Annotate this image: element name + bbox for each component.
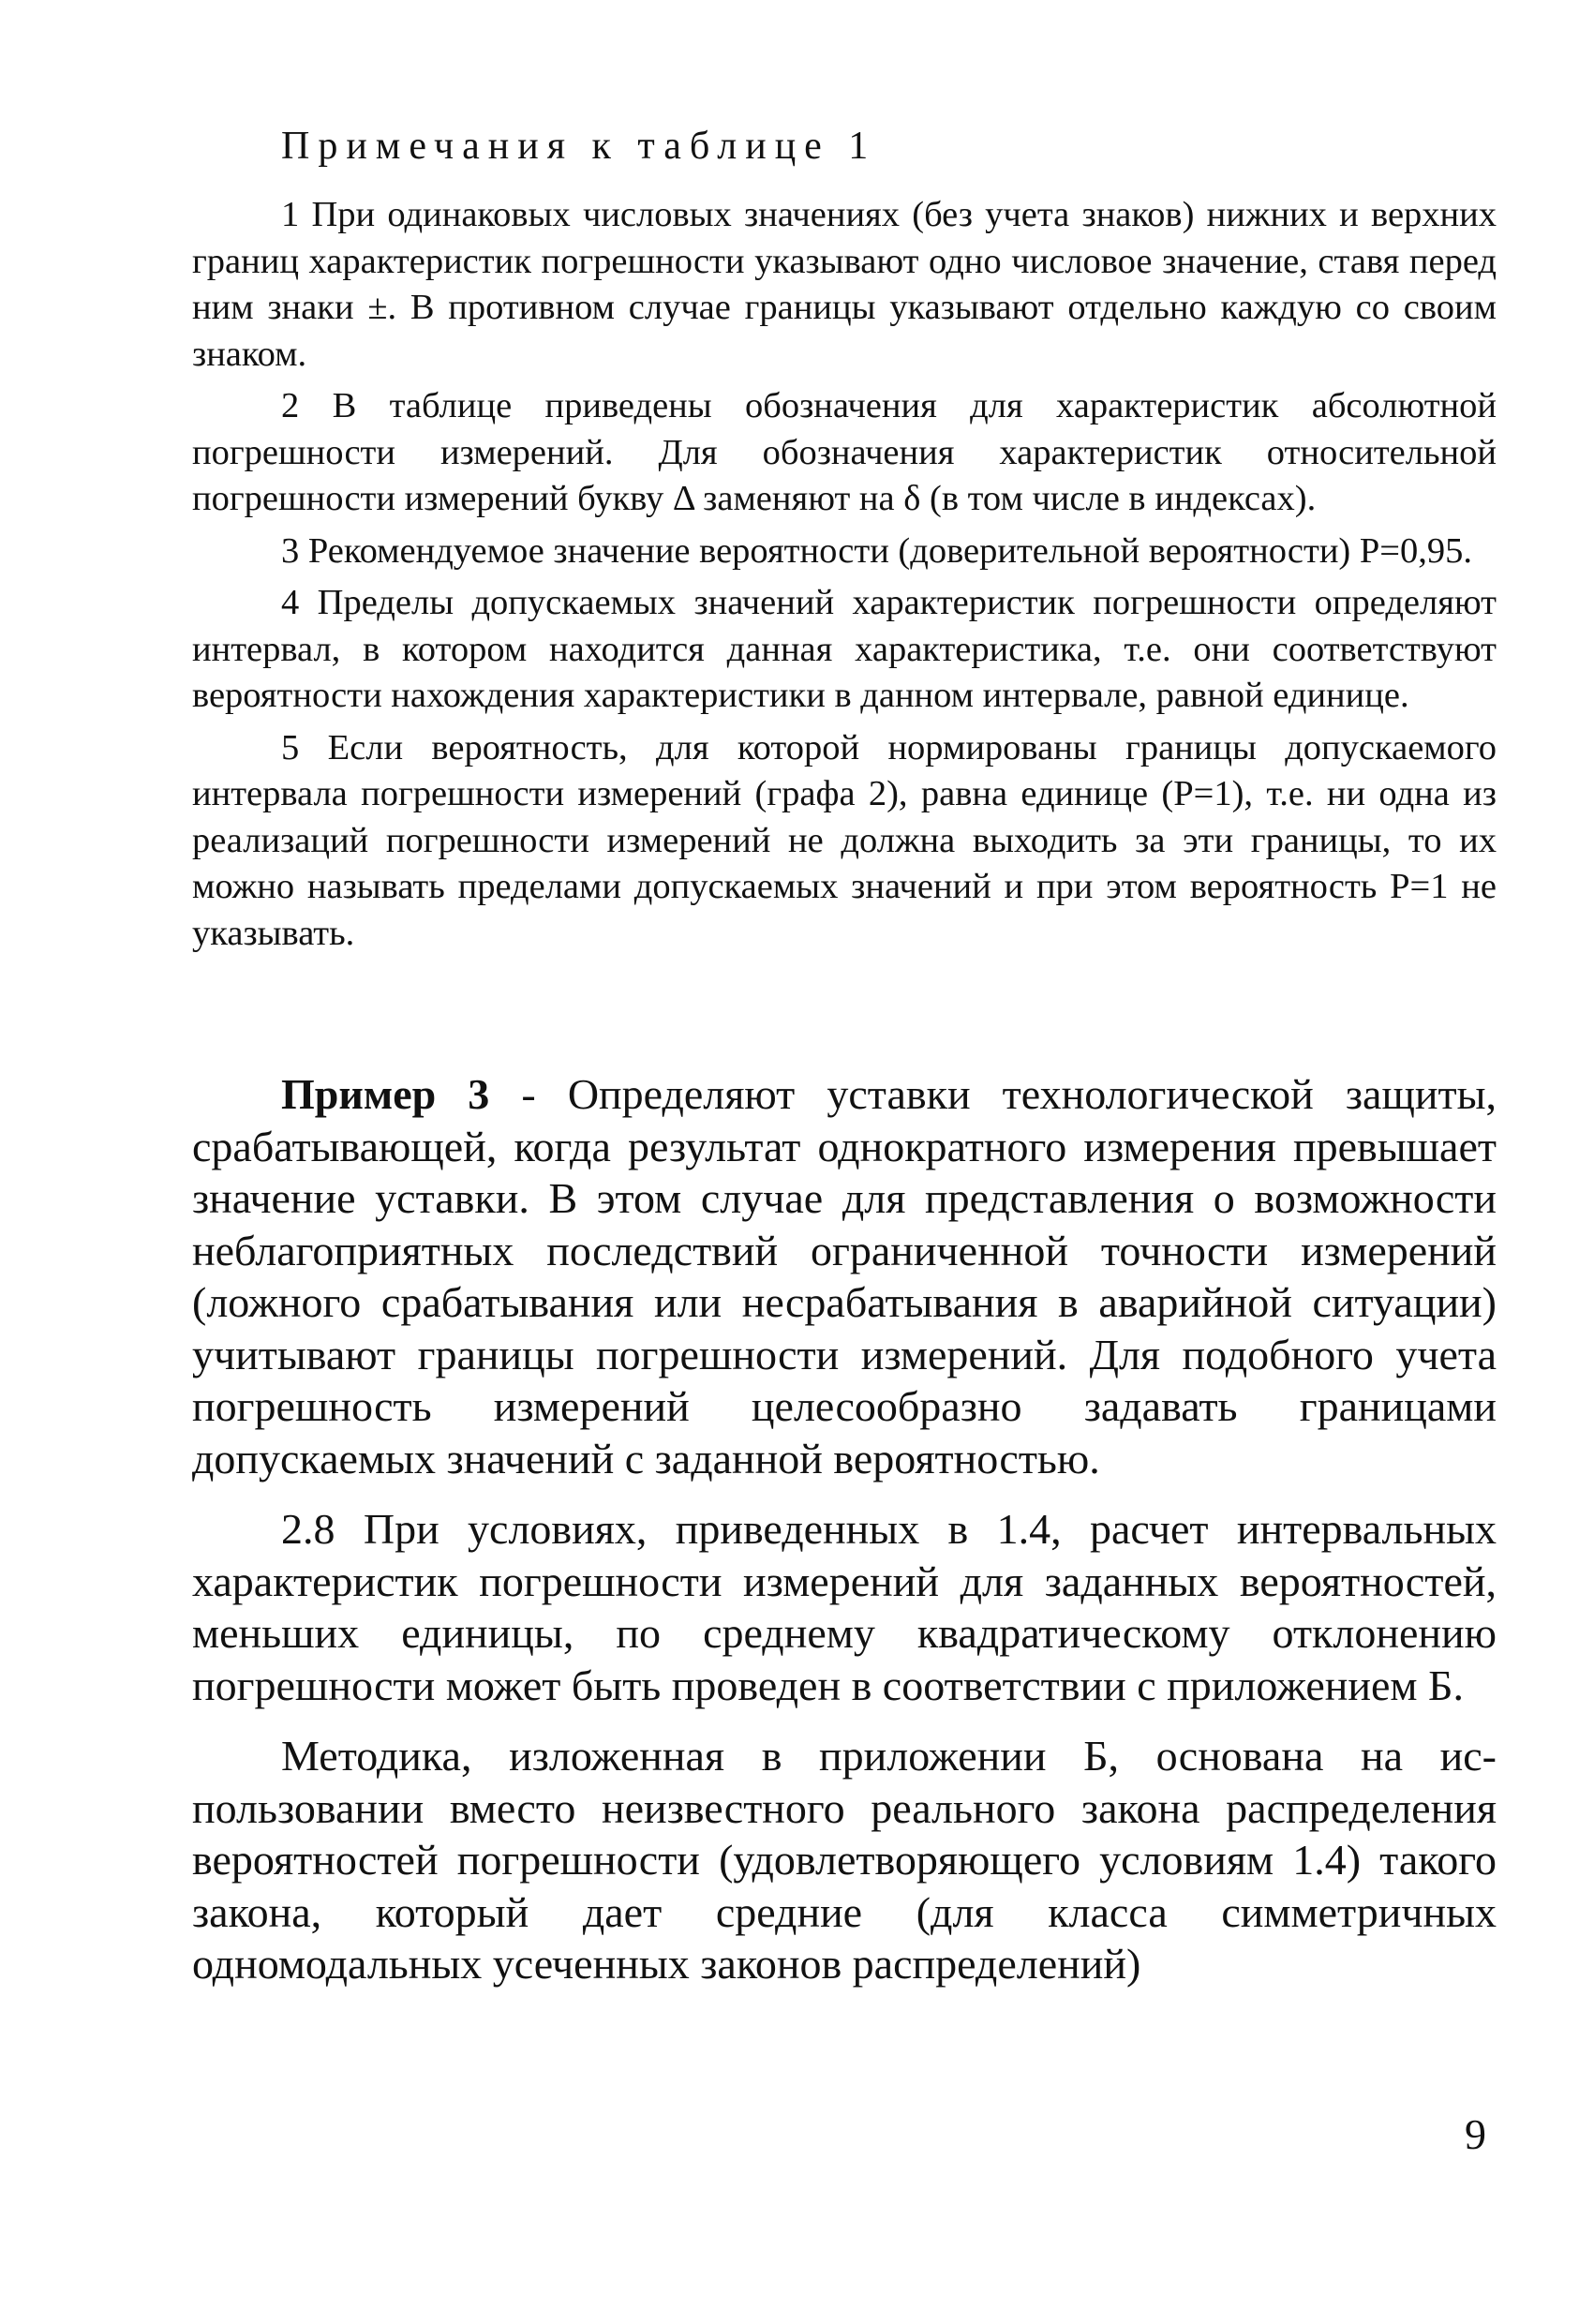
note-1: 1 При одинаковых числовых значениях (без учета знаков) нижних и верхних границ характеристик погрешности указывают одно числовое значение, ставя перед ним знаки ±. В противном случае границы указывают отдельно каждую со своим знаком. (192, 195, 1497, 374)
example-label: Пример 3 (281, 1070, 490, 1118)
methodology-paragraph: Методика, изложенная в приложении Б, основана на использовании вместо неизвестного реального закона распределения вероятностей погрешности (удовлетворяющего условиям 1.4) такого закона, который дает средние (для класса симметричных одномодальных усеченных законов распределений) (192, 1732, 1497, 1988)
main-text (192, 1068, 1497, 2009)
note-2: 2 В таблице приведены обозначения для характеристик абсолютной погрешности измерений. Для обозначения характеристик относительной погрешности измерений букву Δ заменяют на δ (в том числе в индексах). (192, 386, 1497, 518)
section-2-8-paragraph: 2.8 При условиях, приведенных в 1.4, расчет интервальных характеристик погрешности измерений для заданных вероятностей, меньших единицы, по среднему квадратическому отклонению погрешности может быть проведен в соответствии с приложением Б. (192, 1505, 1497, 1709)
example-paragraph (192, 1068, 1497, 1484)
notes-list (192, 192, 1497, 962)
notes-heading: Примечания к таблице 1 (281, 125, 877, 168)
page-number: 9 (1465, 2110, 1486, 2158)
note-4: 4 Пределы допускаемых значений характеристик погрешности определяют интервал, в котором находится данная характеристика, т.е. они соответствуют вероятности нахождения характеристики в данном интервале, равной единице. (192, 583, 1497, 715)
example-text: - Определяют уставки технологической защиты, срабатывающей, когда результат однократного измерения превышает значение уставки. В этом случае для представления о возможности неблагоприятных последствий ограниченной точности измерений (ложного срабатывания или несрабатывания в аварийной ситуации) учитывают границы погрешности измерений. Для подобного учета погрешность измерений целесообразно задавать границами допускаемых значений с заданной вероятностью. (192, 1070, 1497, 1482)
note-5: 5 Если вероятность, для которой нормированы границы допускаемого интервала погрешности измерений (графа 2), равна единице (Р=1), т.е. ни одна из реализаций погрешности измерений не должна выходить за эти границы, то их можно называть пределами допускаемых значений и при этом вероятность Р=1 не указывать. (192, 727, 1497, 953)
note-3: 3 Рекомендуемое значение вероятности (доверительной вероятности) Р=0,95. (281, 530, 1472, 571)
